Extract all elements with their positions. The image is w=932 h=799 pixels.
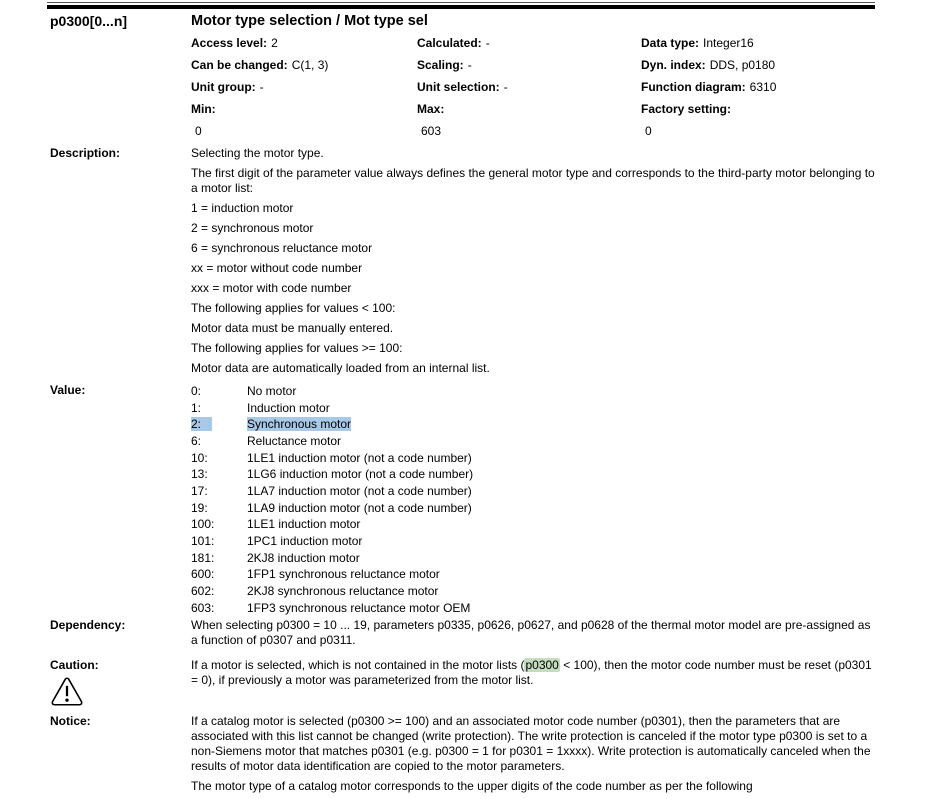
value-text: Reluctance motor bbox=[247, 433, 342, 448]
meta-cell bbox=[417, 120, 641, 142]
value-number-text: 2: bbox=[191, 417, 212, 431]
value-label: Value: bbox=[50, 383, 86, 397]
meta-cell bbox=[191, 54, 417, 76]
value-number bbox=[191, 450, 247, 467]
value-text: 1LE1 induction motor (not a code number) bbox=[247, 450, 472, 465]
meta-cell bbox=[191, 32, 417, 54]
value-number-text: 181: bbox=[191, 550, 215, 565]
meta-cell bbox=[641, 76, 877, 98]
meta-cell bbox=[417, 32, 641, 54]
meta-value: Integer16 bbox=[703, 36, 754, 50]
value-text: 2KJ8 synchronous reluctance motor bbox=[247, 583, 439, 598]
notice-label: Notice: bbox=[50, 714, 91, 729]
description-paragraph: xx = motor without code number bbox=[191, 261, 363, 275]
value-row bbox=[191, 416, 877, 433]
caution-section bbox=[50, 658, 882, 707]
description-paragraph: 2 = synchronous motor bbox=[191, 221, 314, 235]
meta-cell bbox=[417, 98, 641, 120]
meta-label: Access level: bbox=[191, 36, 268, 50]
value-text: 1LA9 induction motor (not a code number) bbox=[247, 500, 472, 515]
value-row bbox=[191, 533, 877, 550]
meta-label: Max: bbox=[417, 102, 445, 116]
value-row bbox=[191, 433, 877, 450]
meta-cell bbox=[191, 76, 417, 98]
value-number-text: 17: bbox=[191, 483, 208, 498]
meta-label: Function diagram: bbox=[641, 80, 746, 94]
value-row bbox=[191, 583, 877, 600]
description-label: Description: bbox=[50, 146, 121, 160]
value-row bbox=[191, 400, 877, 417]
notice-section bbox=[50, 714, 882, 799]
description-section bbox=[50, 146, 882, 381]
meta-label: Factory setting: bbox=[641, 102, 732, 116]
meta-label: Can be changed: bbox=[191, 58, 288, 72]
notice-text bbox=[191, 714, 877, 799]
value-number-text: 101: bbox=[191, 533, 215, 548]
value-row bbox=[191, 550, 877, 567]
meta-value: DDS, p0180 bbox=[709, 58, 776, 72]
value-text: 1FP1 synchronous reluctance motor bbox=[247, 567, 440, 582]
description-paragraph: Motor data must be manually entered. bbox=[191, 321, 394, 335]
value-number bbox=[191, 416, 247, 433]
meta-label: Scaling: bbox=[417, 58, 464, 72]
value-row bbox=[191, 600, 877, 617]
dependency-label: Dependency: bbox=[50, 618, 126, 633]
description-paragraph: The following applies for values < 100: bbox=[191, 301, 396, 315]
value-row bbox=[191, 483, 877, 500]
value-section bbox=[50, 383, 882, 616]
value-number bbox=[191, 466, 247, 483]
description-paragraph: The following applies for values >= 100: bbox=[191, 341, 403, 355]
value-number bbox=[191, 516, 247, 533]
meta-cell bbox=[417, 54, 641, 76]
meta-label: Dyn. index: bbox=[641, 58, 706, 72]
meta-label: Unit group: bbox=[191, 80, 256, 94]
meta-value: 0 bbox=[645, 124, 652, 138]
value-number bbox=[191, 400, 247, 417]
meta-cell bbox=[417, 76, 641, 98]
value-list bbox=[191, 383, 877, 616]
description-paragraph: 6 = synchronous reluctance motor bbox=[191, 241, 373, 255]
meta-cell bbox=[641, 32, 877, 54]
meta-value: - bbox=[259, 80, 264, 94]
meta-cell bbox=[191, 120, 417, 142]
meta-value: C(1, 3) bbox=[291, 58, 329, 72]
value-number-text: 6: bbox=[191, 433, 202, 448]
dependency-text: When selecting p0300 = 10 ... 19, parameters p0335, p0626, p0627, and p0628 of the thermal motor model are pre-assigned as a function of p0307 and p0311. bbox=[191, 618, 871, 648]
value-text: 1LE1 induction motor bbox=[247, 517, 361, 532]
meta-grid bbox=[191, 32, 877, 142]
description-paragraph: 1 = induction motor bbox=[191, 201, 294, 215]
meta-value: 603 bbox=[421, 124, 442, 138]
description-paragraph: The first digit of the parameter value always defines the general motor type and corresponds to the third-party motor belonging to a motor list: bbox=[191, 166, 875, 195]
meta-label: Min: bbox=[191, 102, 216, 116]
value-number bbox=[191, 500, 247, 517]
header-row bbox=[50, 12, 882, 142]
meta-cell bbox=[641, 120, 877, 142]
top-rule bbox=[47, 2, 875, 9]
value-row bbox=[191, 566, 877, 583]
meta-value: - bbox=[467, 58, 472, 72]
value-number bbox=[191, 533, 247, 550]
description-paragraph: Motor data are automatically loaded from an internal list. bbox=[191, 361, 490, 375]
value-text: 1FP3 synchronous reluctance motor OEM bbox=[247, 600, 471, 615]
meta-label: Unit selection: bbox=[417, 80, 500, 94]
meta-cell bbox=[191, 98, 417, 120]
value-row bbox=[191, 466, 877, 483]
value-number bbox=[191, 550, 247, 567]
value-number bbox=[191, 566, 247, 583]
meta-cell bbox=[641, 98, 877, 120]
meta-label: Data type: bbox=[641, 36, 700, 50]
value-text: No motor bbox=[247, 384, 297, 398]
meta-cell bbox=[641, 54, 877, 76]
value-number-text: 603: bbox=[191, 600, 215, 615]
page-title: Motor type selection / Mot type sel bbox=[191, 13, 428, 29]
value-text: 1PC1 induction motor bbox=[247, 533, 363, 548]
meta-label: Calculated: bbox=[417, 36, 482, 50]
caution-label: Caution: bbox=[50, 658, 99, 673]
notice-paragraph-clipped: The motor type of a catalog motor corresponds to the upper digits of the code number as per the following bbox=[191, 779, 753, 794]
parameter-id: p0300[0...n] bbox=[50, 13, 128, 29]
meta-value: - bbox=[485, 36, 490, 50]
parameter-sheet bbox=[0, 2, 882, 799]
value-number bbox=[191, 583, 247, 600]
top-rule-thick-line bbox=[47, 5, 875, 9]
caution-label-cell bbox=[50, 658, 191, 707]
value-row bbox=[191, 500, 877, 517]
notice-paragraph: If a catalog motor is selected (p0300 >= 100) and an associated motor code number (p0301), then the parameters that are associated with this list cannot be changed (write protection). The write protection is canceled if the motor type p0300 is set to a non-Siemens motor that matches p0301 (e.g. p0300 = 1 for p0301 = 1xxxx). Write protection is automatically canceled when the results of motor data identification are copied to the motor parameters. bbox=[191, 714, 871, 774]
dependency-section bbox=[50, 618, 882, 653]
description-text bbox=[191, 146, 877, 381]
warning-triangle-icon bbox=[50, 676, 84, 707]
meta-value: - bbox=[503, 80, 508, 94]
search-highlight: p0300 bbox=[525, 658, 559, 673]
value-text: Induction motor bbox=[247, 400, 330, 415]
value-row bbox=[191, 516, 877, 533]
value-number-text: 0: bbox=[191, 384, 202, 398]
value-number-text: 19: bbox=[191, 500, 208, 515]
value-number-text: 1: bbox=[191, 400, 202, 415]
value-number-text: 600: bbox=[191, 567, 215, 582]
meta-value: 6310 bbox=[749, 80, 777, 94]
value-number bbox=[191, 483, 247, 500]
value-number-text: 13: bbox=[191, 467, 208, 482]
description-paragraph: Selecting the motor type. bbox=[191, 146, 324, 160]
value-number bbox=[191, 433, 247, 450]
value-number bbox=[191, 383, 247, 400]
value-text: Synchronous motor bbox=[247, 417, 352, 432]
meta-value: 2 bbox=[271, 36, 278, 50]
meta-value: 0 bbox=[195, 124, 202, 138]
caution-text bbox=[191, 658, 877, 688]
value-number bbox=[191, 600, 247, 617]
caution-text-pre: If a motor is selected, which is not contained in the motor lists ( bbox=[191, 658, 525, 673]
value-number-text: 100: bbox=[191, 517, 215, 532]
description-paragraph: xxx = motor with code number bbox=[191, 281, 352, 295]
value-number-text: 602: bbox=[191, 583, 215, 598]
caution-text-post: < 100), then the motor code number must be reset (p0301 = 0), if previously a motor was parameterized from the motor list. bbox=[191, 658, 872, 688]
value-number-text: 10: bbox=[191, 450, 208, 465]
value-text: 2KJ8 induction motor bbox=[247, 550, 360, 565]
value-row bbox=[191, 450, 877, 467]
value-text: 1LA7 induction motor (not a code number) bbox=[247, 483, 472, 498]
value-row bbox=[191, 383, 877, 400]
value-text: 1LG6 induction motor (not a code number) bbox=[247, 467, 474, 482]
